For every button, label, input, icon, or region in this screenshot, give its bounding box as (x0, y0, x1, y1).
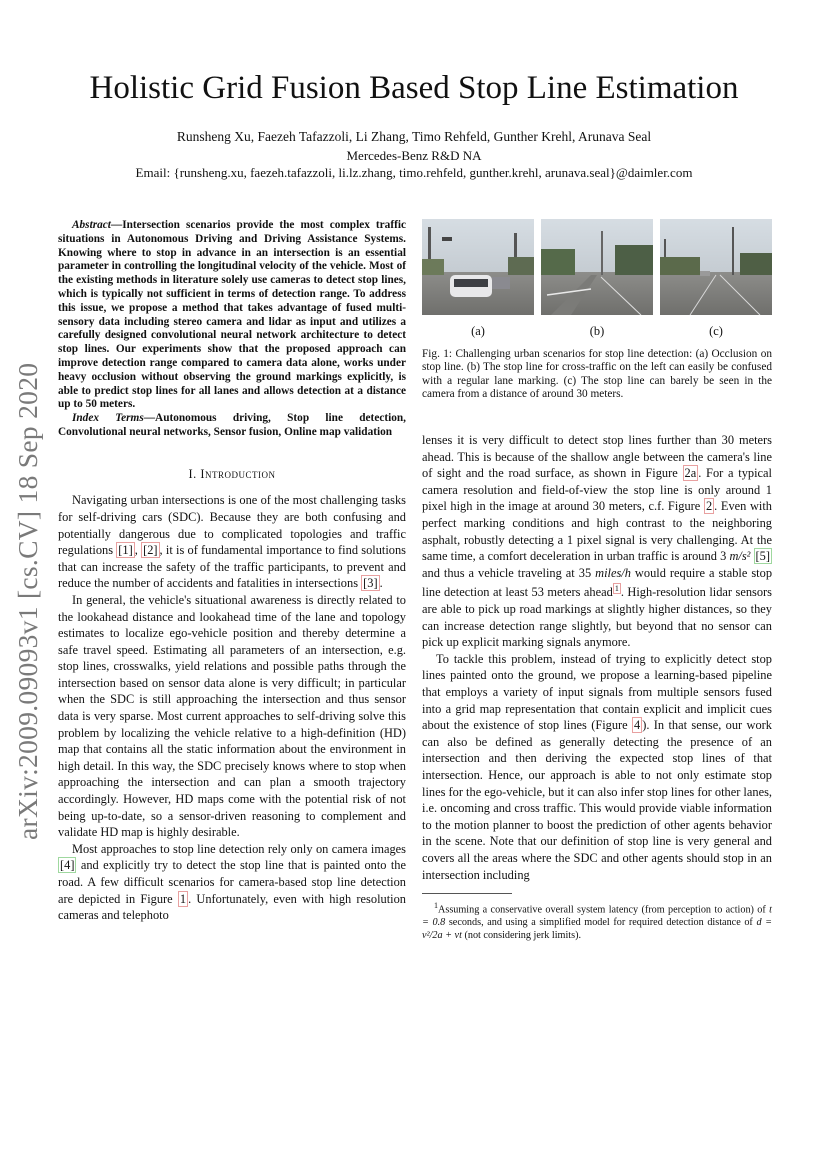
figure-link[interactable]: 2a (684, 466, 697, 481)
arxiv-watermark: arXiv:2009.09093v1 [cs.CV] 18 Sep 2020 (12, 362, 43, 840)
sublabel-b: (b) (589, 324, 605, 338)
math-latency: t = 0.8 (422, 904, 772, 929)
right-column (422, 219, 772, 942)
index-terms-text: —Autonomous driving, Stop line detection, Convolutional neural networks, Sensor fusion, Online map validation (58, 412, 406, 438)
citation-link[interactable]: [4] (60, 858, 75, 873)
abstract (58, 219, 406, 412)
section-heading-introduction: I. Introduction (188, 466, 276, 481)
figure-1b-photo (541, 219, 653, 315)
citation-link[interactable]: [3] (363, 576, 378, 591)
right-paragraph-2: To tackle this problem, instead of trying to explicitly detect stop lines painted onto the ground, we propose a learning-based pipeline that employs a variety of input signals from multiple sensors fused into a grid map representation that contain explicit and implicit cues about the existence of stop lines (Figure 4 ). In that sense, our work can also be defined as generally detecting the presence of an intersection and then deriving the expected stop lines of that intersection. Hence, our approach is able to not only estimate stop lines for the ego-vehicle, but it can also infer stop lines for other lanes, i.e. oncoming and cross traffic. This would provide viable information to the motion planner to boost the prediction of other agents behavior in the scene. Note that our definition of stop line is very general and covers all the areas where the SDC and other agents should stop in an intersection including (422, 651, 772, 882)
citation-link[interactable]: [1] (118, 543, 133, 558)
figure-1c-photo (660, 219, 772, 315)
abstract-text: —Intersection scenarios provide the most complex traffic situations in Autonomous Driving and Driving Assistance Systems. Knowing where to stop in advance in an intersection is an essential parameter in controlling the longitudinal velocity of the vehicle. Most of the existing methods in literature solely use cameras to detect stop lines, which is typically not sufficient in terms of detection range. To address this issue, we propose a method that takes advantage of fused multi-sensory data including stereo camera and lidar as input and utilizes a carefully designed convolutional neural network architecture to detect stop lines. Our experiments show that the proposed approach can improve detection range compared to camera data alone, works under heavy occlusion without observing the ground markings explicitly, is able to predict stop lines for all lanes and allows detection at a distance up to 50 meters. (58, 219, 406, 411)
figure-1-images (422, 219, 772, 315)
index-terms-label: Index Terms (72, 412, 144, 425)
footnote-1: $^1$Assuming a conservative overall system latency (from perception to action) of t = 0.8 seconds, and using a simplified model for required detection distance of d = v²/2a + vt (not considering jerk limits). (422, 901, 773, 941)
author-emails: Email: {runsheng.xu, faezeh.tafazzoli, li.lz.zhang, timo.rehfeld, gunther.krehl, arunava.seal}@daimler.com (135, 165, 693, 180)
sublabel-c: (c) (709, 324, 723, 338)
sublabel-a: (a) (471, 324, 485, 338)
math-distance-formula: d = v²/2a + vt (422, 917, 773, 941)
intro-paragraph-1: Navigating urban intersections is one of the most challenging tasks for self-driving cars (SDC). Because they are both confusing and potentially dangerous due to complicated topologies and traffic regulations [1] , [2] , it is of fundamental importance to find solutions that can increase the safety of the traffic participants, to prevent and reduce the number of accidents and fatalities in intersections [3] . (58, 493, 406, 591)
affiliation: Mercedes-Benz R&D NA (346, 148, 482, 163)
footnote-link[interactable]: 1 (614, 584, 619, 594)
math-acceleration: m/s² (729, 549, 751, 564)
paper-title: Holistic Grid Fusion Based Stop Line Estimation (89, 70, 739, 106)
math-speed-unit: miles/h (595, 565, 631, 580)
intro-paragraph-2: In general, the vehicle's situational awareness is directly related to the lookahead distance and lookahead time of the lane and topology estimates to localize ego-vehicle position and thereby determine a safe travel speed. Estimating all parameters of an intersection, e.g. stop lines, crosswalks, yield relations and possible paths through the intersection based on sensor data alone is very difficult; in particular when the SDC is still approaching the intersection and thus sensor data is very sparse. Most current approaches to self-driving solve this problem by localizing the vehicle relative to a high-definition (HD) map that contains all the static information about the environment in high detail. In this way, the SDC precisely knows where to stop when approaching the intersection and can plan a smooth trajectory accordingly. However, HD maps come with the potential risk of not being up-to-date, so a sensor-driven reasoning to complement and validate HD map is highly desirable. (58, 592, 406, 840)
citation-link[interactable]: [2] (143, 543, 158, 558)
intro-paragraph-3: Most approaches to stop line detection rely only on camera images [4] and explicitly try to detect the stop line that is painted onto the road. A few difficult scenarios for camera-based stop line detection are depicted in Figure 1 . Unfortunately, even with high resolution cameras and telephoto (58, 841, 406, 923)
abstract-label: Abstract (72, 219, 111, 231)
right-paragraph-1: lenses it is very difficult to detect stop lines further than 30 meters ahead. This is because of the shallow angle between the camera's line of sight and the road surface, as shown in Figure 2a . For a typical camera resolution and field-of-view the stop line is only around 1 pixel high in the image at around 30 meters, c.f. Figure 2 . Even with perfect marking conditions and high contrast to the neighboring asphalt, robustly detecting a 1 pixel signal is very challenging. At the same time, a comfort deceleration in urban traffic is around 3 m/s² [5] and thus a vehicle traveling at 35 miles/h would require a stable stop line detection at least 53 meters ahead $^1$ . High-resolution lidar sensors are able to pick up road markings at slightly higher distances, so they can increase detection range slightly, but beyond that no sensor can pick up explicit marking signals anymore. (422, 432, 773, 650)
author-list: Runsheng Xu, Faezeh Tafazzoli, Li Zhang, Timo Rehfeld, Gunther Krehl, Arunava Seal (176, 129, 652, 144)
figure-1a-photo (422, 219, 534, 315)
footnote-divider (422, 893, 512, 894)
figure-link[interactable]: 4 (634, 718, 641, 733)
left-column (58, 219, 406, 924)
citation-link[interactable]: [5] (755, 549, 770, 564)
figure-link[interactable]: 1 (179, 891, 187, 906)
figure-1-caption: Fig. 1: Challenging urban scenarios for stop line detection: (a) Occlusion on stop line. (b) The stop line for cross-traffic on the left can easily be confused with a regular lane marking. (c) The stop line can barely be seen in the camera from a distance of around 30 meters. (422, 347, 772, 401)
figure-link[interactable]: 2 (705, 499, 713, 514)
figure-1-sublabels (422, 323, 772, 340)
index-terms (58, 412, 406, 440)
